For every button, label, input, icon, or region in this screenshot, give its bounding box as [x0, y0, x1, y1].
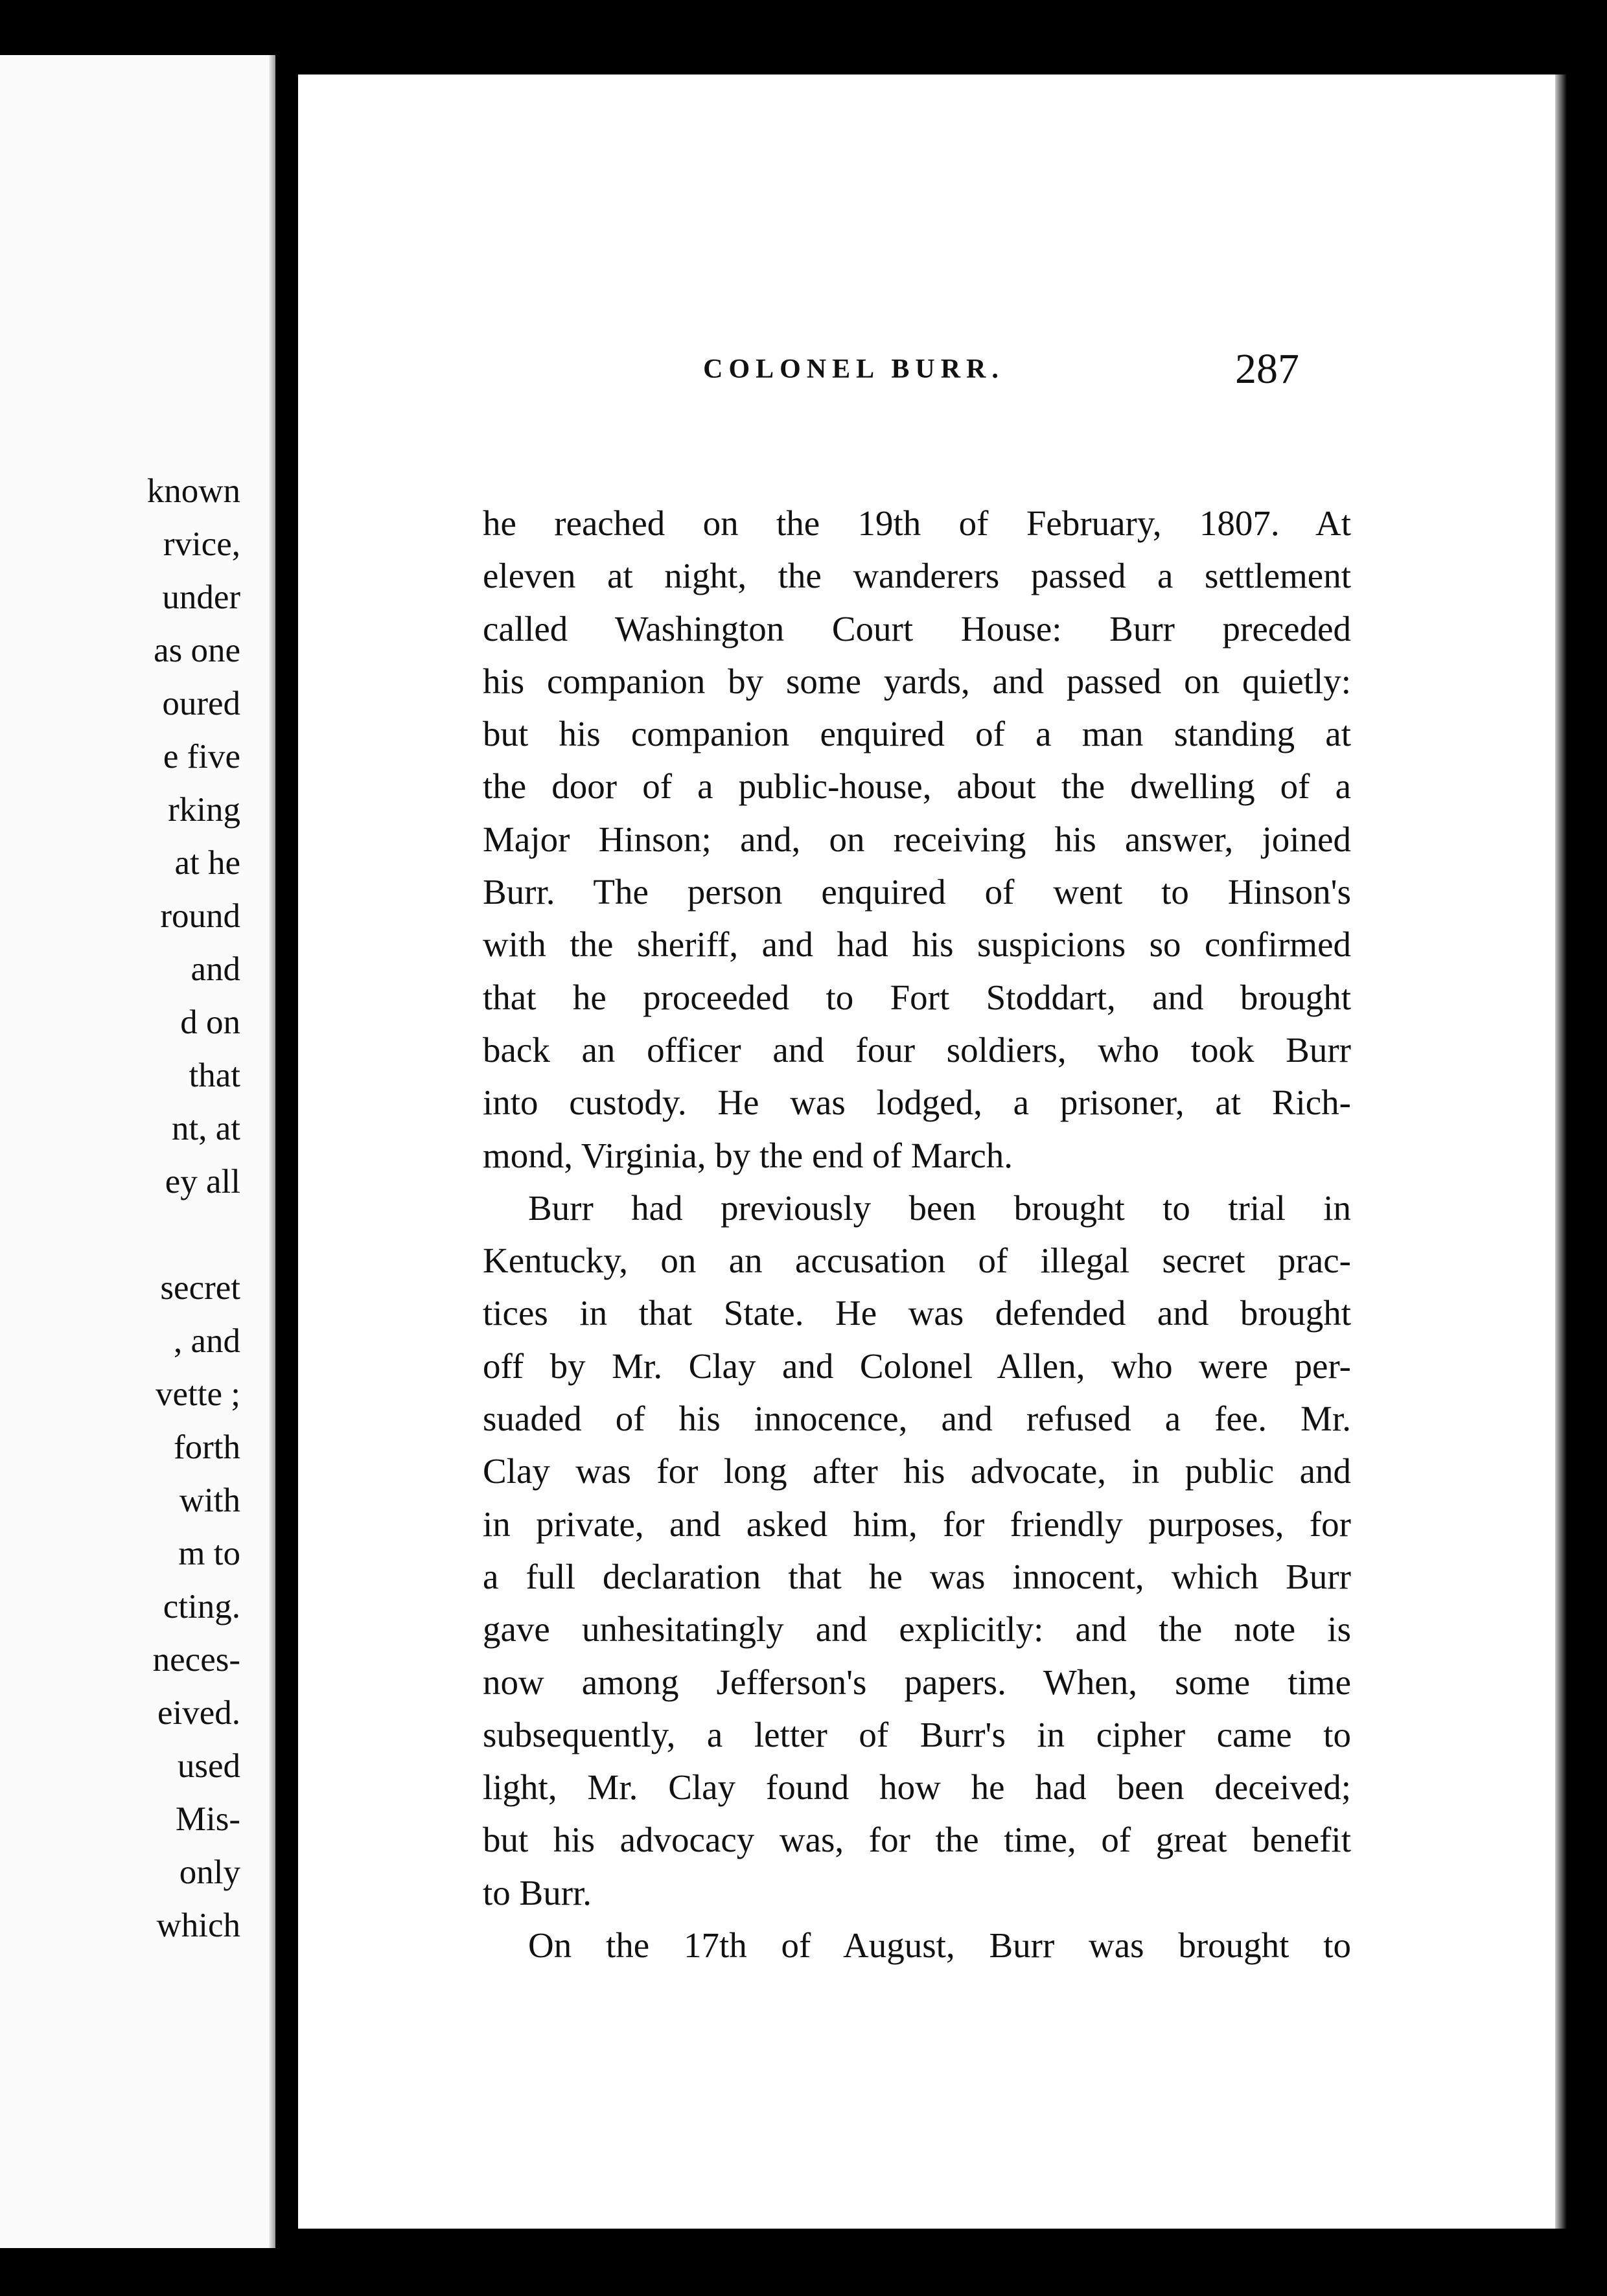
- text-line: but his companion enquired of a man standing at: [483, 714, 1351, 754]
- left-page-line: , and: [173, 1322, 240, 1360]
- left-page-line: which: [156, 1907, 240, 1944]
- text-line: Clay was for long after his advocate, in public and: [483, 1451, 1351, 1491]
- page-edge-shadow: [1555, 75, 1567, 2229]
- right-page: [298, 75, 1555, 2229]
- text-line: his companion by some yards, and passed on quietly:: [483, 661, 1351, 701]
- left-page-line: rvice,: [163, 525, 240, 563]
- text-line: that he proceeded to Fort Stoddart, and brought: [483, 977, 1351, 1017]
- left-page-line: eived.: [157, 1694, 240, 1732]
- left-page-line: used: [177, 1747, 240, 1785]
- left-page-line: that: [189, 1057, 240, 1094]
- left-page-text: [0, 465, 240, 1952]
- left-page-line: vette ;: [156, 1375, 240, 1413]
- page-number: 287: [1235, 345, 1299, 393]
- left-page-line: secret: [160, 1269, 240, 1307]
- text-line: he reached on the 19th of February, 1807. At: [483, 503, 1351, 543]
- text-line: On the 17th of August, Burr was brought to: [528, 1925, 1351, 1966]
- left-page-line: as one: [154, 632, 240, 669]
- text-line: gave unhesitatingly and explicitly: and the note is: [483, 1609, 1351, 1649]
- text-line: eleven at night, the wanderers passed a settlement: [483, 556, 1351, 596]
- text-line: in private, and asked him, for friendly purposes, for: [483, 1504, 1351, 1544]
- text-line: tices in that State. He was defended and brought: [483, 1293, 1351, 1333]
- text-line: the door of a public-house, about the dwelling of a: [483, 766, 1351, 807]
- left-page-line: forth: [173, 1429, 240, 1466]
- text-line: Kentucky, on an accusation of illegal secret prac-: [483, 1241, 1351, 1281]
- left-page-line: neces-: [152, 1641, 240, 1679]
- text-line: called Washington Court House: Burr preceded: [483, 608, 1351, 649]
- left-page-line: cting.: [163, 1588, 240, 1625]
- page-header: [486, 340, 1299, 398]
- left-page-line: oured: [162, 685, 240, 722]
- left-page-line: e five: [163, 738, 240, 775]
- left-page-line: ey all: [165, 1163, 240, 1200]
- text-line: mond, Virginia, by the end of March.: [483, 1135, 1013, 1175]
- left-page-line: with: [179, 1482, 240, 1519]
- left-page-line: rking: [168, 791, 240, 829]
- text-line: Burr. The person enquired of went to Hinson's: [483, 872, 1351, 912]
- left-page-gutter: [269, 55, 275, 2248]
- body-text: [483, 497, 1351, 1971]
- text-line: Major Hinson; and, on receiving his answer, joined: [483, 819, 1351, 859]
- text-line: into custody. He was lodged, a prisoner, at Rich-: [483, 1083, 1351, 1123]
- left-page-line: and: [191, 950, 240, 988]
- text-line: suaded of his innocence, and refused a fee. Mr.: [483, 1399, 1351, 1439]
- left-page-line: only: [179, 1854, 240, 1891]
- text-line: back an officer and four soldiers, who took Burr: [483, 1029, 1351, 1070]
- text-line: light, Mr. Clay found how he had been deceived;: [483, 1767, 1351, 1808]
- text-line: Burr had previously been brought to trial in: [528, 1188, 1351, 1228]
- text-line: now among Jefferson's papers. When, some time: [483, 1662, 1351, 1702]
- left-page-line: under: [162, 579, 240, 616]
- book-spine: [275, 55, 298, 2248]
- left-page: [0, 55, 275, 2248]
- text-line: subsequently, a letter of Burr's in cipher came to: [483, 1714, 1351, 1754]
- left-page-line: d on: [180, 1004, 240, 1041]
- left-page-line: m to: [178, 1535, 240, 1572]
- text-line: off by Mr. Clay and Colonel Allen, who were per-: [483, 1346, 1351, 1386]
- text-line: a full declaration that he was innocent, which Burr: [483, 1556, 1351, 1596]
- text-line: but his advocacy was, for the time, of great benefit: [483, 1820, 1351, 1860]
- running-head: COLONEL BURR.: [703, 354, 1004, 384]
- left-page-line: Mis-: [175, 1800, 240, 1838]
- left-page-line: known: [146, 472, 240, 510]
- left-page-line: nt, at: [172, 1110, 240, 1147]
- text-line: to Burr.: [483, 1872, 592, 1912]
- left-page-line: at he: [174, 844, 240, 882]
- text-line: with the sheriff, and had his suspicions so confirmed: [483, 924, 1351, 965]
- left-page-paragraph-gap: [0, 1208, 240, 1261]
- left-page-line: round: [160, 897, 240, 935]
